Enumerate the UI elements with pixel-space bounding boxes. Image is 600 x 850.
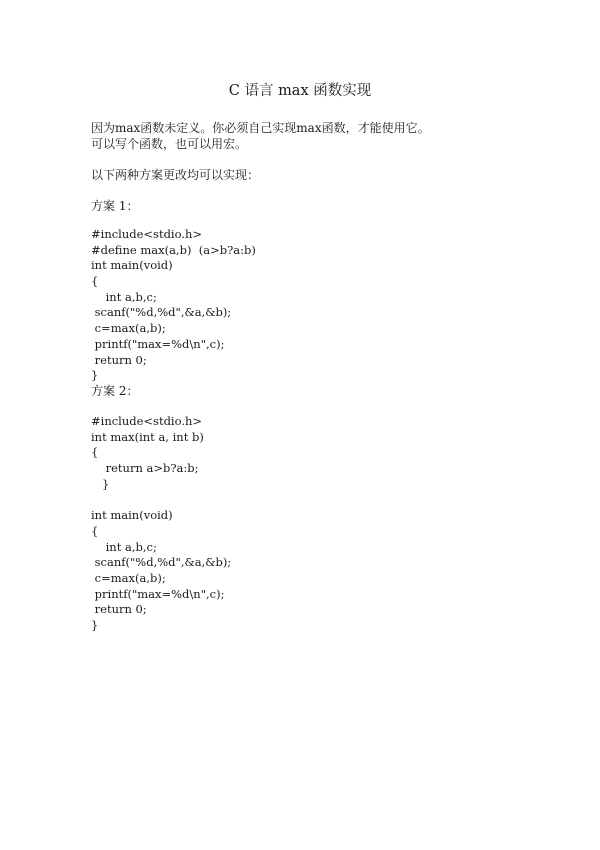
intro-line-2: 可以写个函数，也可以用宏。 (91, 137, 248, 151)
scheme-2-code-block (91, 414, 231, 634)
code-line: c=max(a,b); (91, 570, 166, 585)
code-line: } (91, 476, 110, 491)
code-line: printf("max=%d\n",c); (91, 336, 225, 351)
code-line: { (91, 523, 99, 538)
code-line: printf("max=%d\n",c); (91, 586, 225, 601)
intro-line-1: 因为max函数未定义。你必须自己实现max函数，才能使用它。 (91, 121, 430, 135)
scheme-1-code-block (91, 227, 256, 384)
code-line: int max(int a, int b) (91, 429, 204, 444)
code-line: { (91, 445, 99, 460)
code-line: } (91, 368, 99, 383)
code-line: c=max(a,b); (91, 321, 166, 336)
code-line: int a,b,c; (91, 289, 157, 304)
page-title: C 语言 max 函数实现 (228, 83, 372, 99)
code-line: int a,b,c; (91, 539, 157, 554)
code-line: #include<stdio.h> (91, 227, 203, 241)
code-line: return 0; (91, 352, 147, 367)
code-line: #include<stdio.h> (91, 414, 203, 428)
code-line: return 0; (91, 602, 147, 617)
code-line: return a>b?a:b; (91, 461, 199, 476)
code-line: int main(void) (91, 508, 173, 523)
lead-text: 以下两种方案更改均可以实现： (91, 168, 260, 182)
code-line: int main(void) (91, 258, 173, 273)
code-line: scanf("%d,%d",&a,&b); (91, 555, 232, 570)
scheme-2-heading: 方案 2： (91, 384, 139, 398)
code-line: { (91, 274, 99, 289)
code-line: #define max(a,b) (a>b?a:b) (91, 242, 256, 257)
code-line (91, 492, 231, 508)
code-line: } (91, 617, 99, 632)
scheme-1-heading: 方案 1： (91, 199, 139, 213)
code-line: scanf("%d,%d",&a,&b); (91, 305, 232, 320)
